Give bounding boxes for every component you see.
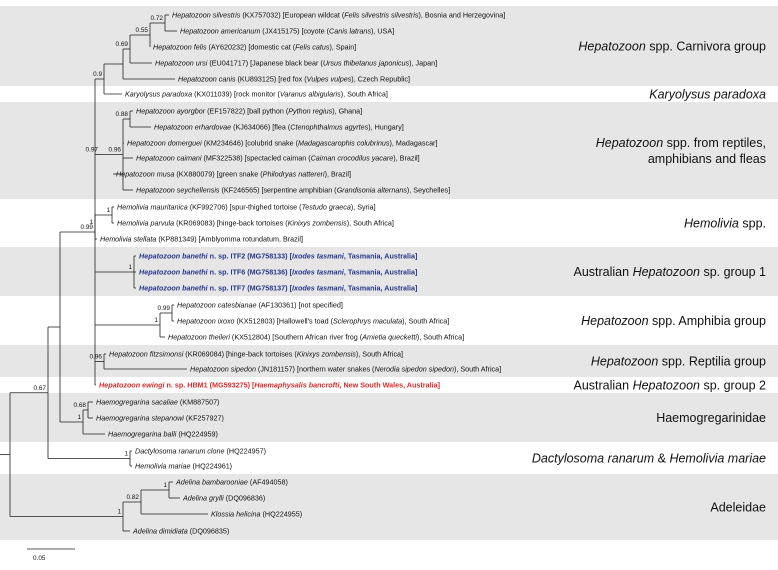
taxon-label-part: (HQ224955): [260, 509, 303, 519]
taxon-label: [96, 398, 219, 407]
support-value: 0.9: [93, 71, 102, 78]
taxon-label-part: Caiman crocodilus yacare: [310, 153, 394, 163]
taxon-label-part: n. sp. ITF2 (MG758133) [: [207, 251, 292, 261]
support-value: 0.96: [89, 353, 102, 361]
taxon-label-part: , Tasmania, Australia]: [343, 283, 418, 293]
taxon-label-part: Canis latrans: [329, 26, 371, 36]
support-value: 0.72: [150, 15, 163, 22]
taxon-label: [154, 123, 404, 132]
taxon-label: [139, 284, 417, 293]
taxon-label-part: (EF157822) [ball python (: [205, 106, 289, 116]
taxon-label-part: (KP881349) [Amblyomma rotundatum, Brazil]: [156, 234, 303, 244]
taxon-label-part: Varanus albigularis: [279, 89, 341, 99]
taxon-label-part: (KF257927): [183, 413, 224, 423]
clade-name-part: Karyolysus paradoxa: [649, 87, 766, 102]
taxon-label-part: (KX757032) [European wildcat (: [240, 10, 345, 20]
clade-name-part: Hepatozoon: [632, 378, 700, 393]
taxon-label-part: Hepatozoon banethi: [139, 283, 208, 293]
support-value: 1: [77, 414, 81, 421]
taxon-label-part: Hepatozoon ayorgbor: [136, 106, 206, 116]
taxon-label-part: ), South Africa]: [355, 349, 404, 359]
support-value: 1: [128, 264, 132, 271]
clade-name-part: spp.: [738, 216, 766, 231]
taxon-label: [109, 350, 403, 359]
support-value: 1: [163, 482, 167, 489]
taxon-label-part: Hepatozoon canis: [178, 74, 236, 84]
taxon-label-part: , Tasmania, Australia]: [343, 251, 418, 261]
taxon-label-part: ), Czech Republic]: [351, 74, 411, 84]
taxon-label-part: (AF494058): [247, 477, 288, 487]
taxon-label-part: Philodryas nattereri: [262, 169, 325, 179]
clade-name-part: amphibians and fleas: [647, 152, 766, 166]
taxon-label-part: Hepatozoon ursi: [155, 58, 208, 68]
taxon-label: [117, 203, 376, 212]
taxon-label-part: Python regius: [288, 106, 333, 116]
taxon-label-part: Hepatozoon felis: [153, 42, 207, 52]
taxon-label-part: Karyolysus paradoxa: [125, 89, 193, 99]
support-value: 1: [117, 508, 121, 516]
taxon-label-part: (KJ634066) [flea (: [231, 122, 291, 132]
support-value: 0.67: [33, 384, 46, 392]
taxon-label-part: ), USA]: [370, 26, 395, 36]
taxon-label-part: Hepatozoon ixoxo: [177, 316, 235, 326]
taxon-label: [178, 75, 410, 84]
taxon-label-part: ), South Africa]: [402, 316, 450, 326]
taxon-label-part: Hemolivia mariae: [135, 461, 191, 471]
taxon-label-part: (KX512804) [Southern African river frog (: [229, 332, 363, 342]
taxon-label-part: Ixodes tasmani: [291, 283, 344, 293]
taxon-label: [136, 154, 420, 163]
clade-name-part: Australian: [573, 378, 633, 393]
taxon-label-part: Hepatozoon seychellensis: [136, 185, 220, 195]
taxon-label-part: ), South Africa]: [346, 218, 394, 228]
clade-name: [710, 501, 766, 515]
taxon-label: [135, 447, 266, 456]
clade-name: [596, 136, 766, 150]
clade-name-part: Haemogregarinidae: [656, 411, 766, 425]
taxon-label: [153, 43, 356, 52]
clade-name: [578, 40, 766, 54]
taxon-label-part: ), Ghana]: [332, 106, 363, 116]
taxon-label: [175, 478, 288, 487]
taxon-label-part: Felis silvestris silvestris: [344, 10, 419, 20]
taxon-label: [155, 59, 437, 68]
taxon-label-part: Haemogregarina stepanowi: [96, 413, 184, 423]
taxon-label: [180, 27, 394, 36]
taxon-label-part: (KF992706) [spur-thighed tortoise (: [187, 202, 302, 212]
taxon-label-part: n. sp. ITF6 (MG758136) [: [207, 267, 292, 277]
taxon-label-part: Hepatozoon banethi: [139, 267, 208, 277]
support-value: 1: [154, 317, 158, 324]
taxon-label: [132, 527, 229, 536]
clade-name: [656, 411, 766, 425]
taxon-label-part: (KU893125) [red fox (: [235, 74, 307, 84]
taxon-label-part: Sclerophrys maculata: [333, 316, 403, 326]
taxon-label-part: ), South Africa]: [416, 332, 465, 342]
taxon-label-part: (HQ224957): [224, 446, 267, 456]
taxon-label-part: Hemolivia parvula: [117, 218, 175, 228]
taxon-label-part: Nerodia sipedon sipedon: [374, 364, 454, 374]
clade-name-part: Hepatozoon: [632, 265, 700, 279]
taxon-label: [177, 301, 343, 310]
clade-name-part: Hemolivia mariae: [669, 451, 766, 466]
taxon-label: [190, 365, 501, 374]
support-value: 1: [124, 450, 128, 458]
clade-name: [581, 314, 766, 328]
taxon-label-part: (EU041717) [Japanese black bear (: [207, 58, 323, 68]
taxon-label-part: Adelina grylli: [183, 493, 224, 503]
support-value: 1: [106, 207, 110, 214]
taxon-label-part: Hepatozoon domerguei: [127, 138, 202, 148]
taxon-label-part: (KR069083) [hinge-back tortoises (: [174, 218, 288, 228]
clade-band: [0, 474, 778, 540]
clade-name: [532, 452, 766, 466]
taxon-label-part: Vulpes vulpes: [306, 74, 352, 84]
taxon-label-part: (KF246565) [serpentine amphibian (: [219, 185, 337, 195]
taxon-label-part: (AY620232) [domestic cat (: [206, 42, 296, 52]
clade-name-part: Hepatozoon: [578, 39, 646, 54]
taxon-label: [116, 170, 351, 179]
scale-bar-label: 0.05: [33, 555, 46, 562]
taxon-label-part: Hepatozoon catesbianae: [177, 300, 257, 310]
clade-name-part: sp. group 2: [699, 378, 766, 393]
taxon-label-part: ), Hungary]: [368, 122, 404, 132]
taxon-label-part: Ixodes tasmani: [291, 251, 344, 261]
support-value: 0.55: [135, 27, 148, 34]
taxon-label-part: ), Syria]: [350, 202, 376, 212]
taxon-label-part: (KM234646) [colubrid snake (: [201, 138, 299, 148]
taxon-label: [139, 268, 417, 277]
taxon-label: [136, 107, 362, 116]
taxon-label-part: n. sp. ITF7 (MG758137) [: [207, 283, 292, 293]
taxon-label: [168, 333, 464, 342]
clade-name-part: spp. Carnivora group: [645, 39, 766, 54]
clade-name-part: spp. Amphibia group: [648, 314, 766, 328]
support-value: 0.97: [85, 146, 98, 154]
taxon-label-part: Grandisonia alternans: [336, 185, 407, 195]
taxon-label-part: (MF322538) [spectacled caiman (: [201, 153, 311, 163]
support-value: 0.96: [108, 146, 121, 154]
taxon-label-part: Hepatozoon silvestris: [172, 10, 241, 20]
clade-name-part: Hepatozoon: [590, 354, 659, 369]
taxon-label: [99, 381, 440, 390]
scale-bar: [27, 549, 75, 562]
taxon-label-part: Hepatozoon ewingi: [99, 380, 165, 390]
taxon-label-part: Kinixys zombensis: [287, 218, 347, 228]
support-value: 0.82: [126, 494, 139, 501]
taxon-label-part: (DQ096835): [187, 526, 230, 536]
support-value: 0.69: [115, 41, 128, 48]
taxon-label-part: ), Brazil]: [324, 169, 351, 179]
taxon-label-part: ), Brazil]: [393, 153, 420, 163]
clade-name-part: Australian: [573, 265, 633, 279]
taxon-label-part: Hepatozoon caimani: [136, 153, 202, 163]
taxon-label-part: Haemogregarina balli: [108, 429, 177, 439]
taxon-label-part: Hepatozoon fitzsimonsi: [109, 349, 184, 359]
taxon-label-part: (KX880079) [green snake (: [174, 169, 263, 179]
taxon-label-part: Hepatozoon musa: [116, 169, 175, 179]
clade-name: [574, 379, 767, 393]
taxon-label-part: Adelina dimidiata: [133, 526, 188, 536]
taxon-label-part: Adelina bambarooniae: [176, 477, 248, 487]
taxon-label-part: Dactylosoma ranarum clone: [135, 446, 225, 456]
taxon-label: [139, 252, 417, 261]
clade-name-part: Hepatozoon: [595, 136, 664, 150]
taxon-label: [96, 414, 224, 423]
taxon-label-part: ), South Africa]: [453, 364, 502, 374]
taxon-label-part: ), Bosnia and Herzegovina]: [418, 10, 506, 20]
taxon-label: [127, 139, 437, 148]
clade-name-part: Dactylosoma ranarum: [531, 451, 655, 466]
taxon-label-part: Ursus thibetanus japonicus: [322, 58, 410, 68]
taxon-label-part: (AF130361) [not specified]: [256, 300, 343, 310]
taxon-label-part: Felis catus: [295, 42, 330, 52]
taxon-label: [177, 317, 449, 326]
taxon-label: [125, 90, 388, 99]
taxon-label: [117, 219, 394, 228]
support-value: 1: [89, 219, 93, 226]
taxon-label-part: (HQ224959): [176, 429, 218, 439]
taxon-label-part: Hemolivia stellata: [100, 234, 157, 244]
taxon-label-part: Testudo graeca: [301, 202, 351, 212]
taxon-label-part: n. sp. HBM1 (MG593275) [: [164, 380, 255, 390]
clade-name: [591, 355, 766, 369]
clade-name-part: &: [654, 451, 670, 466]
taxon-label-part: Hemolivia mauritanica: [117, 202, 188, 212]
taxon-label-part: ), South Africa]: [340, 89, 388, 99]
taxon-label-part: , Tasmania, Australia]: [343, 267, 418, 277]
taxon-label: [211, 510, 302, 519]
taxon-label: [135, 462, 232, 471]
taxon-label-part: Kinixys zombensis: [296, 349, 356, 359]
taxon-label-part: ), Seychelles]: [406, 185, 451, 195]
clade-name-part: Hemolivia: [684, 216, 739, 231]
taxon-label-part: Haemaphysalis bancrofti: [254, 380, 340, 390]
taxon-label-part: ), Japan]: [409, 58, 438, 68]
support-value: 0.68: [73, 402, 86, 409]
taxon-label-part: , New South Wales, Australia]: [339, 380, 440, 390]
clade-name: [648, 152, 766, 166]
taxon-label-part: (DQ096836): [223, 493, 266, 503]
clade-name: [574, 265, 767, 279]
taxon-label: [108, 430, 218, 439]
taxon-label: [182, 494, 265, 503]
clade-name: [649, 88, 766, 102]
taxon-label-part: Hepatozoon sipedon: [190, 364, 256, 374]
taxon-label-part: Madagascarophis colubrinus: [298, 138, 390, 148]
taxon-label-part: (HQ224961): [190, 461, 233, 471]
taxon-label-part: (KM887507): [177, 397, 220, 407]
support-value: 0.99: [80, 224, 93, 231]
clade-name: [684, 217, 766, 231]
taxon-label-part: (KR069084) [hinge-back tortoises (: [183, 349, 297, 359]
taxon-label-part: (KX512803) [Hallowell's toad (: [234, 316, 333, 326]
taxon-label-part: ), Spain]: [329, 42, 357, 52]
taxon-label-part: Hepatozoon erhardovae: [154, 122, 232, 132]
taxon-label-part: Ixodes tasmani: [291, 267, 344, 277]
taxon-label-part: Amietia quecketti: [362, 332, 417, 342]
taxon-label-part: Hepatozoon theileri: [168, 332, 230, 342]
taxon-label: [100, 235, 303, 244]
taxon-label: [172, 11, 505, 20]
taxon-label-part: Hepatozoon americanum: [180, 26, 261, 36]
support-value: 0.88: [115, 111, 128, 118]
clade-name-part: Hepatozoon: [581, 314, 649, 328]
taxon-label-part: (JN181157) [northern water snakes (: [255, 364, 375, 374]
taxon-label: [136, 186, 450, 195]
support-value: 0.99: [157, 305, 170, 312]
taxon-label-part: Hepatozoon banethi: [139, 251, 208, 261]
taxon-label-part: (JX415175) [coyote (: [260, 26, 330, 36]
clade-name-part: spp. from reptiles,: [663, 136, 766, 150]
clade-name-part: spp. Reptilia group: [658, 354, 766, 369]
clade-name-part: Adeleidae: [710, 500, 766, 515]
taxon-label-part: Ctenophthalmus agyrtes: [290, 122, 369, 132]
taxon-label-part: Haemogregarina sacaliae: [96, 397, 178, 407]
taxon-label-part: ), Madagascar]: [389, 138, 438, 148]
taxon-label-part: (KX011039) [rock monitor (: [192, 89, 280, 99]
taxon-label-part: Klossia helicina: [211, 509, 261, 519]
clade-name-part: sp. group 1: [699, 265, 766, 279]
